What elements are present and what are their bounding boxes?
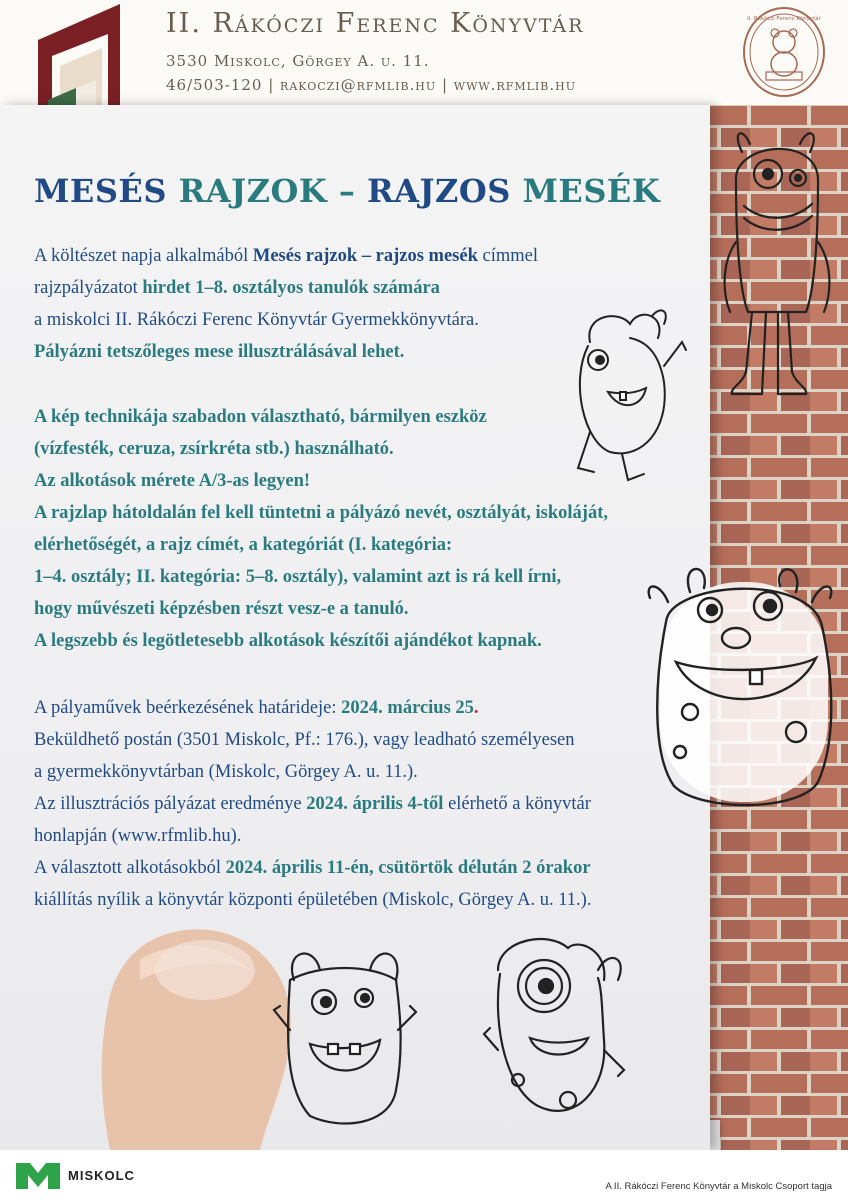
rules-line: A legszebb és legötletesebb alkotások készítői ajándékot kapnak. bbox=[34, 631, 542, 651]
deadline-paragraph bbox=[34, 692, 714, 916]
library-address: 3530 Miskolc, Görgey A. u. 11. bbox=[166, 52, 430, 70]
footer-note: A II. Rákóczi Ferenc Könyvtár a Miskolc Csoport tagja bbox=[605, 1181, 832, 1192]
one-eyed-monster-illustration bbox=[478, 930, 628, 1130]
intro-line-1 bbox=[34, 240, 714, 272]
intro-line-2 bbox=[34, 272, 714, 304]
miskolc-logo-icon bbox=[16, 1163, 60, 1189]
library-name: II. Rákóczi Ferenc Könyvtár bbox=[166, 8, 585, 39]
title-part-1: MESÉS bbox=[34, 172, 167, 210]
text-span: elérhető a könyvtár bbox=[443, 794, 591, 814]
exhibition-date: 2024. április 11-én, csütörtök délután 2 órakor bbox=[225, 858, 591, 878]
poster-title bbox=[34, 172, 660, 210]
rules-line: (vízfesték, ceruza, zsírkréta stb.) használható. bbox=[34, 439, 394, 459]
deadline-line-5: honlapján (www.rfmlib.hu). bbox=[34, 826, 242, 846]
deadline-line-1 bbox=[34, 692, 714, 724]
text-span: Az illusztrációs pályázat eredménye bbox=[34, 794, 307, 814]
rules-line: A rajzlap hátoldalán fel kell tüntetni a pályázó nevét, osztályát, iskoláját, bbox=[34, 503, 608, 523]
title-part-4: MESÉK bbox=[522, 172, 661, 210]
big-monster-illustration bbox=[640, 562, 840, 812]
library-contact: 46/503-120 | rakoczi@rfmlib.hu | www.rfmlib.hu bbox=[166, 76, 576, 94]
horned-monster-illustration bbox=[270, 940, 420, 1130]
intro-line-3: a miskolci II. Rákóczi Ferenc Könyvtár Gyermekkönyvtára. bbox=[34, 310, 479, 330]
text-span: rajzpályázatot bbox=[34, 278, 143, 298]
deadline-line-6 bbox=[34, 852, 714, 884]
rules-line: elérhetőségét, a rajz címét, a kategóriát (I. kategória: bbox=[34, 535, 453, 555]
tall-monster-illustration bbox=[722, 122, 832, 402]
text-span: címmel bbox=[477, 246, 538, 266]
intro-line-4: Pályázni tetszőleges mese illusztrálásával lehet. bbox=[34, 342, 405, 362]
text-span: . bbox=[473, 698, 479, 718]
seal-text: II. Rákóczi Ferenc Könyvtár bbox=[747, 16, 821, 22]
rules-line: Az alkotások mérete A/3-as legyen! bbox=[34, 471, 311, 491]
results-date: 2024. április 4-től bbox=[306, 794, 444, 814]
deadline-line-7: kiállítás nyílik a könyvtár központi épületében (Miskolc, Görgey A. u. 11.). bbox=[34, 890, 592, 910]
title-part-2: RAJZOK – bbox=[178, 172, 356, 210]
footer-city: MISKOLC bbox=[68, 1168, 135, 1183]
deadline-line-4 bbox=[34, 788, 714, 820]
rules-line: A kép technikája szabadon választható, bármilyen eszköz bbox=[34, 407, 487, 427]
rules-line: 1–4. osztály; II. kategória: 5–8. osztály), valamint azt is rá kell írni, bbox=[34, 567, 562, 587]
rules-line: hogy művészeti képzésben részt vesz-e a tanuló. bbox=[34, 599, 409, 619]
text-span: A választott alkotásokból bbox=[34, 858, 226, 878]
text-span-bold: Mesés rajzok – rajzos mesék bbox=[252, 246, 478, 266]
text-span-bold: hirdet 1–8. osztályos tanulók számára bbox=[142, 278, 440, 298]
deadline-line-2: Beküldhető postán (3501 Miskolc, Pf.: 176.), vagy leadható személyesen bbox=[34, 730, 575, 750]
library-seal-logo bbox=[740, 4, 828, 100]
deadline-line-3: a gyermekkönyvtárban (Miskolc, Görgey A. u. 11.). bbox=[34, 762, 418, 782]
text-span: A pályaművek beérkezésének határideje: bbox=[34, 698, 342, 718]
title-part-3: RAJZOS bbox=[366, 172, 511, 210]
small-monster-illustration bbox=[560, 302, 690, 482]
deadline-date: 2024. március 25 bbox=[341, 698, 474, 718]
text-span: A költészet napja alkalmából bbox=[34, 246, 253, 266]
